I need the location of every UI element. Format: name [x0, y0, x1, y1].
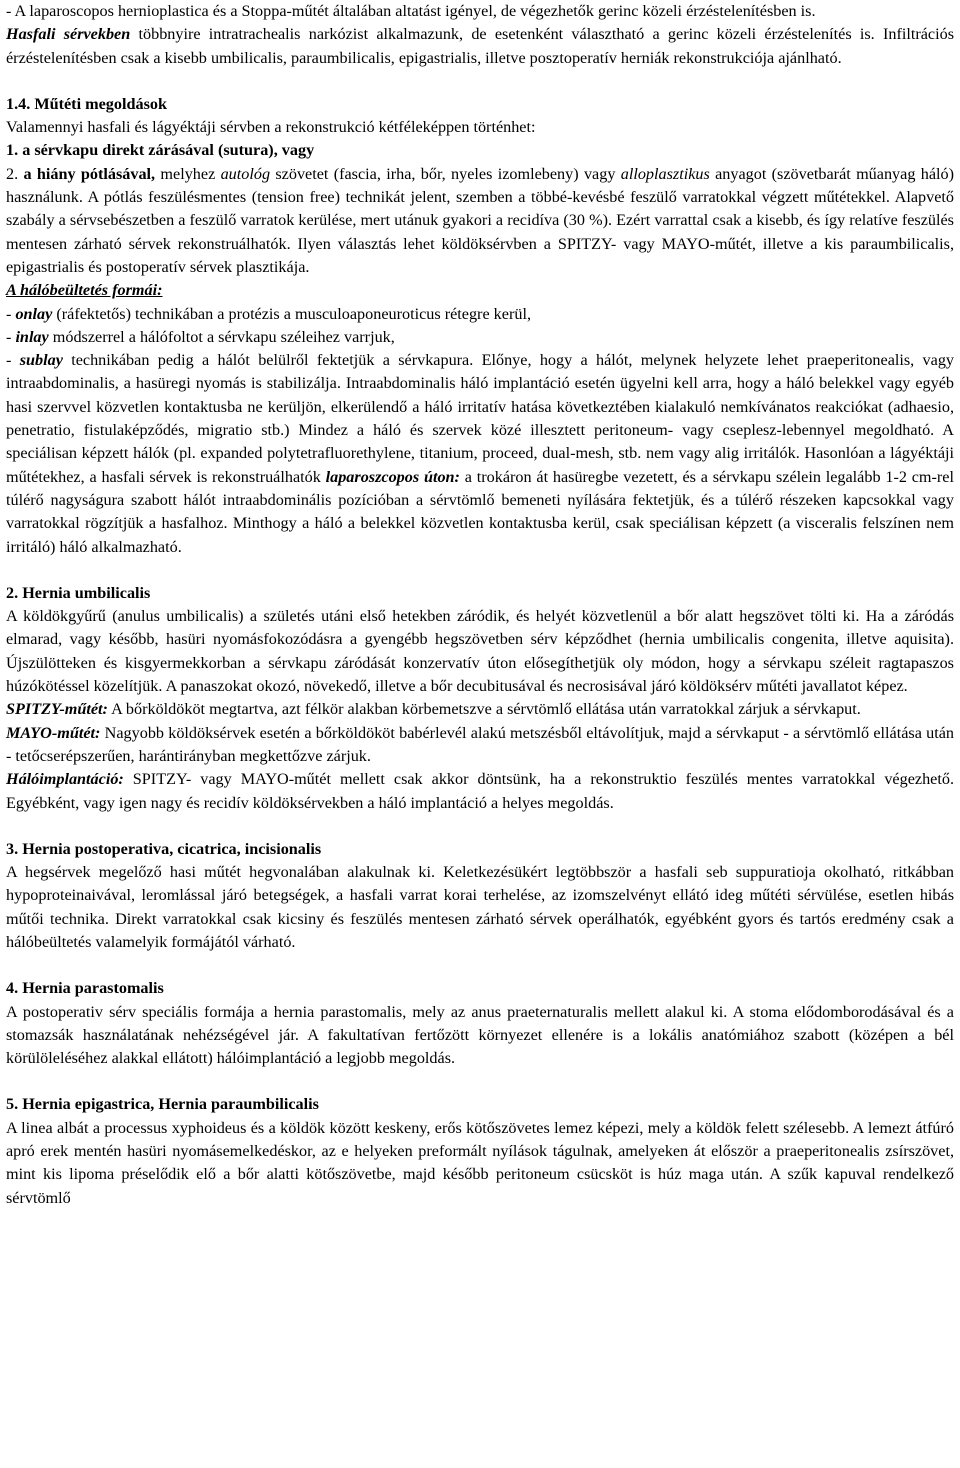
section-surgical-solutions [6, 93, 954, 559]
term-sublay: sublay [19, 351, 63, 370]
term-autolog: autológ [220, 164, 271, 183]
term-onlay: onlay [15, 304, 53, 323]
section-hernia-epigastrica [6, 1093, 954, 1209]
paragraph-spitzy [6, 698, 954, 721]
term-laparoszcopos-uton: laparoszcopos úton: [325, 467, 460, 486]
section-heading-2: 2. Hernia umbilicalis [6, 583, 151, 602]
text-run: Nagyobb köldöksérvek esetén a bőrköldököt babérlevél alakú metszésből eltávolítjuk, majd a sérvkaput - a sérvtömlő ellátása után - tetőcserépszerűen, harántirányban megkettőzve zárjuk. [6, 723, 954, 765]
text-run: SPITZY- vagy MAYO-műtét mellett csak akkor döntsünk, ha a rekonstruktio feszülés mentes varratokkal végezhető. Egyébként, vagy igen nagy és recidív köldöksérvekben a háló implantáció a helyes megoldás. [6, 770, 954, 812]
term-inlay: inlay [15, 327, 49, 346]
term-alloplasztikus: alloplasztikus [620, 164, 710, 183]
list-item-sublay [6, 349, 954, 559]
paragraph-anesthesia-laparoscopic: - A laparoscopos hernioplastica és a Stoppa-műtét általában altatást igényel, de végezhetők gerinc közeli érzéstelenítésben is. [6, 2, 816, 20]
paragraph-umbilicalis: A köldökgyűrű (anulus umbilicalis) a születés utáni első hetekben záródik, és helyét közvetlenül a bőr alatt hegszövet tölti ki. Ha a záródás elmarad, vagy később, hasüri nyomásfokozódásra a gyengébb hegszövetben sérv képződhet (hernia umbilicalis congenita, illetve aquisita). Újszülötteken és kisgyermekkorban a sérvkapu záródását konzervatív úton elősegíthetjük oly módon, hogy a sérvkapu széleit ragtapaszos húzókötéssel közelítjük. A panaszokat okozó, növekedő, illetve a bőr decubitusával és necrosisával járó köldöksérv műtéti javallatot képez. [6, 607, 954, 696]
list-item-1: 1. a sérvkapu direkt zárásával (sutura), vagy [6, 141, 315, 160]
dash: - [6, 327, 16, 346]
section-hernia-umbilicalis [6, 582, 954, 815]
text-run: módszerrel a hálófoltot a sérvkapu széleihez varrjuk, [48, 327, 395, 346]
list-item-onlay [6, 303, 954, 326]
paragraph-anesthesia-abdominal [6, 23, 954, 70]
paragraph-mayo [6, 722, 954, 769]
term-hasfali-servekben: Hasfali sérvekben [6, 25, 131, 44]
section-heading-3: 3. Hernia postoperativa, cicatrica, incisionalis [6, 839, 322, 858]
section-heading-4: 4. Hernia parastomalis [6, 979, 164, 998]
text-run: a trokáron át hasüregbe vezetett, és a sérvkapu szélein legalább 1-2 cm-rel túlérő nagyságura szabott hálót intraabdominális pozícióban a sérvtömlő bemeneti nyílására fektetjük, és a túlérő részeken kapcsokkal vagy varratokkal rögzítjük a hasfalhoz. Minthogy a háló a belekkel közvetlen kontaktusba kerül, csak speciálisan képzett (a visceralis felszínen nem irritáló) háló alkalmazható. [6, 467, 954, 556]
paragraph-parastomalis: A postoperativ sérv speciális formája a hernia parastomalis, mely az anus praeternaturalis mellett alakul ki. A stoma elődomborodásával és a stomazsák használatának nehézségével jár. A fakultatívan fertőzött környezet ellenére is a lokális anatómiához szabott (középen a bél körülöleléséhez alakkal ellátott) hálóimplantáció a legjobb megoldás. [6, 1002, 954, 1068]
section-heading-1-4: 1.4. Műtéti megoldások [6, 94, 167, 113]
list-number: 2. [6, 164, 24, 183]
term-spitzy: SPITZY-műtét: [6, 700, 108, 719]
section-heading-5: 5. Hernia epigastrica, Hernia paraumbilicalis [6, 1095, 319, 1114]
paragraph-text: többnyire intratrachealis narkózist alkalmazunk, de esetenként választható a gerinc közeli érzéstelenítés is. Infiltrációs érzéstelenítésben csak a kisebb umbilicalis, paraumbilicalis, epigastrialis, illetve posztoperatív herniák rekonstrukciója ajánlható. [6, 25, 954, 67]
subheading-mesh-forms: A hálóbeültetés formái: [6, 281, 163, 300]
section-hernia-parastomalis [6, 977, 954, 1070]
paragraph-intro: Valamennyi hasfali és lágyéktáji sérvben a rekonstrukció kétféleképpen történhet: [6, 118, 536, 137]
paragraph-epigastrica: A linea albát a processus xyphoideus és a köldök között keskeny, erős kötőszövetes lemez képezi, mely a köldök felett szélesebb. A lemezt átfúró apró erek mentén hasüri nyomásemelkedéskor, az e helyeken preformált nyílások tágulnak, amelyeken át először a praeperitonealis zsírszövet, mint kis lipoma préselődik elő a bőr alatti kötőszövetbe, majd később peritoneum csücsköt is húz maga után. A szűk kapuval rendelkező sérvtömlő [6, 1118, 954, 1207]
term-haloimplantacio: Hálóimplantáció: [6, 770, 124, 789]
paragraph-postoperativa: A hegsérvek megelőző hasi műtét hegvonalában alakulnak ki. Keletkezésükért legtöbbször a hasfali seb suppuratioja okolható, ritkábban hypoproteinaivával, leromlással járó betegségek, a hasfali varrat korai terhelése, az izomszelvényt ellátó ideg műtéti sérvülése, esetlen hibás műtői technika. Direkt varratokkal csak kicsiny és feszülés mentesen zárható sérvek operálhatók, egyébként gyors és tartós eredmény csak a hálóbeültetés valamelyik formájától várható. [6, 863, 954, 951]
text-run: szövetet (fascia, irha, bőr, nyeles izomlebeny) vagy [270, 164, 621, 183]
text-run: A bőrköldököt megtartva, azt félkör alakban körbemetszve a sérvtömlő ellátása után varratokkal zárjuk a sérvkaput. [107, 700, 861, 719]
text-run: (ráfektetős) technikában a protézis a musculoaponeuroticus rétegre kerül, [52, 304, 531, 323]
term-mayo: MAYO-műtét: [6, 723, 101, 742]
text-run: technikában pedig a hálót belülről fektetjük a sérvkapura. Előnye, hogy a hálót, melynek helyzete lehet praeperitonealis, vagy intraabdominalis, a hasüregi nyomás is stabilizálja. Intraabdominalis háló implantáció esetén ügyelni kell arra, hogy a háló belekkel vagy egyéb hasi szervvel közvetlen kontaktusba ne kerüljön, elkerülendő a háló irritatív hatása következtében kialakuló nemkívánatos reakciókat (adhaesio, penetratio, fistulaképződés, migratio stb.) Mindez a háló és szervek közé illesztett peritoneum- vagy cseplesz-lebennyel megoldható. A speciálisan képzett hálók (pl. expanded polytetrafluorethylene, titanium, proceed, dual-mesh, stb. nem vagy alig irritálók. Hasonlóan a lágyéktáji műtétekhez, a hasfali sérvek is rekonstruálhatók [6, 351, 955, 486]
dash: - [6, 351, 20, 370]
dash: - [6, 304, 16, 323]
paragraph-haloimplantacio [6, 768, 954, 815]
term-hiany-potlasa: a hiány pótlásával, [23, 164, 156, 183]
list-item-2 [6, 163, 954, 279]
list-item-inlay [6, 326, 954, 349]
text-run: melyhez [155, 164, 221, 183]
text-run: anyagot (szövetbarát műanyag háló) használunk. A pótlás feszülésmentes (tension free) technikát jelent, szemben a többé-kevésbé feszülő varratokkal végzett műtétekkel. Alapvető szabály a sérvsebészetben a feszülő varratok kerülése, mert utánuk gyakori a recidíva (30 %). Ezért varrattal csak a kisebb, és így relatíve feszülés mentesen zárható sérvek rekonstruálhatók. Ilyen választás lehet köldöksérvben a SPITZY- vagy MAYO-műtét, illetve a kis paraumbilicalis, epigastrialis és postoperatív sérvek plasztikája. [6, 164, 954, 276]
section-hernia-postoperativa [6, 838, 954, 954]
